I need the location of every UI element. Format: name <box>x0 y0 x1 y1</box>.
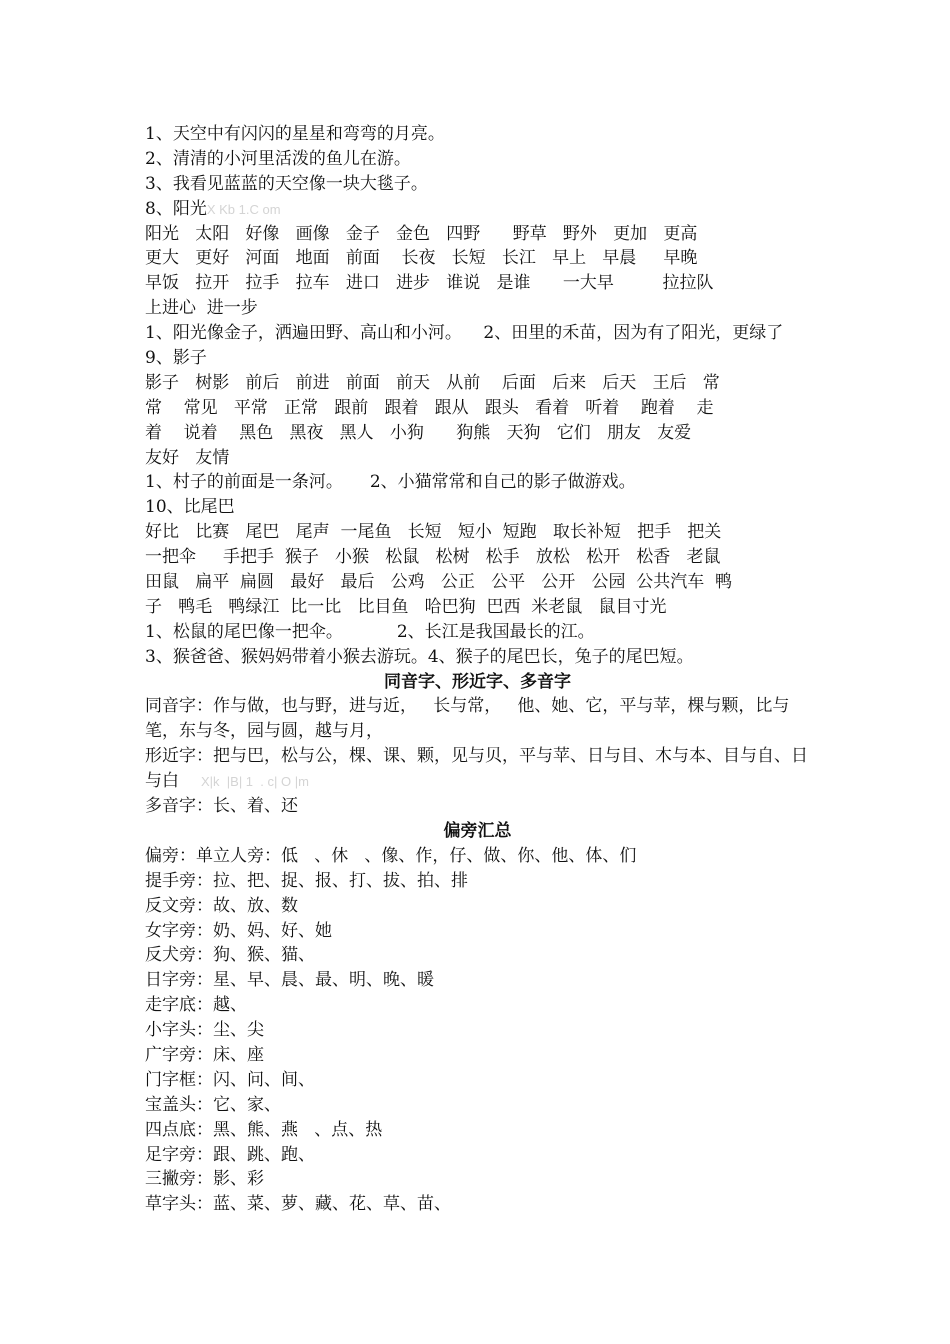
text-line: 田鼠 扁平 扁圆 最好 最后 公鸡 公正 公平 公开 公园 公共汽车 鸭 <box>145 572 733 593</box>
text-line: 足字旁：跟、跳、跑、 <box>145 1144 315 1165</box>
text-line: 走字底：越、 <box>145 995 247 1016</box>
text-line <box>145 769 810 794</box>
text-line: 四点底：黑、熊、燕 、点、热 <box>145 1119 383 1140</box>
text-line: 门字框：闪、问、间、 <box>145 1069 315 1090</box>
text-line: 3、我看见蓝蓝的天空像一块大毯子。 <box>145 173 428 194</box>
text-line: 反犬旁：狗、猴、猫、 <box>145 945 315 966</box>
text-line: 宝盖头：它、家、 <box>145 1094 281 1115</box>
text-line: 1、天空中有闪闪的星星和弯弯的月亮。 <box>145 124 445 144</box>
text-line: 草字头：蓝、菜、萝、藏、花、草、苗、 <box>145 1194 451 1215</box>
text-line: 一把伞 手把手 猴子 小猴 松鼠 松树 松手 放松 松开 松香 老鼠 <box>145 547 721 568</box>
text-line: 女字旁：奶、妈、好、她 <box>145 920 332 941</box>
text-line: 1、阳光像金子，洒遍田野、高山和小河。 2、田里的禾苗，因为有了阳光，更绿了 <box>145 323 784 344</box>
document-page <box>145 122 810 1217</box>
text-line: 着 说着 黑色 黑夜 黑人 小狗 狗熊 天狗 它们 朋友 友爱 <box>145 422 692 443</box>
section-heading <box>145 197 810 222</box>
text-line: 友好 友情 <box>145 447 230 468</box>
watermark: X Kb 1.C om <box>206 201 281 217</box>
text-line: 多音字：长、着、还 <box>145 796 298 817</box>
heading-text: 8、阳光 <box>145 198 207 219</box>
text-line: 偏旁：单立人旁：低 、休 、像、作，仔、做、你、他、体、们 <box>145 845 637 866</box>
title-homophones: 同音字、形近字、多音字 <box>384 671 571 692</box>
text-line: 3、猴爸爸、猴妈妈带着小猴去游玩。4、猴子的尾巴长，兔子的尾巴短。 <box>145 646 694 667</box>
text-line: 形近字：把与巴，松与公，棵、课、颗，见与贝，平与苹、日与目、木与本、目与自、日 <box>145 746 808 767</box>
text-line: 笔，东与冬，园与圆，越与月， <box>145 721 383 742</box>
text-line: 早饭 拉开 拉手 拉车 进口 进步 谁说 是谁 一大早 拉拉队 <box>145 273 714 294</box>
text-line: 提手旁：拉、把、捉、报、打、拔、拍、排 <box>145 870 468 891</box>
text-line: 上进心 进一步 <box>145 298 258 319</box>
line-text: 与白 <box>145 771 179 792</box>
text-line: 1、村子的前面是一条河。 2、小猫常常和自己的影子做游戏。 <box>145 472 636 493</box>
text-line: 1、松鼠的尾巴像一把伞。 2、长江是我国最长的江。 <box>145 621 595 642</box>
watermark: X|k |B| 1 . c| O |m <box>201 774 309 790</box>
text-line: 小字头：尘、尖 <box>145 1020 264 1041</box>
text-line: 同音字：作与做，也与野，进与近， 长与常， 他、她、它，平与苹，棵与颗，比与 <box>145 696 790 717</box>
text-line: 广字旁：床、座 <box>145 1044 264 1065</box>
text-line: 2、清清的小河里活泼的鱼儿在游。 <box>145 148 411 169</box>
title-radicals: 偏旁汇总 <box>443 820 512 841</box>
text-line: 阳光 太阳 好像 画像 金子 金色 四野 野草 野外 更加 更高 <box>145 223 698 244</box>
text-line: 好比 比赛 尾巴 尾声 一尾鱼 长短 短小 短跑 取长补短 把手 把关 <box>145 522 722 543</box>
text-line: 反文旁：故、放、数 <box>145 895 298 916</box>
text-line: 三撇旁：影、彩 <box>145 1169 264 1190</box>
text-line: 影子 树影 前后 前进 前面 前天 从前 后面 后来 后天 王后 常 <box>145 372 720 393</box>
text-line: 更大 更好 河面 地面 前面 长夜 长短 长江 早上 早晨 早晚 <box>145 248 698 269</box>
text-line: 常 常见 平常 正常 跟前 跟着 跟从 跟头 看着 听着 跑着 走 <box>145 397 714 418</box>
text-line: 日字旁：星、早、晨、最、明、晚、暖 <box>145 970 434 991</box>
section-heading: 10、比尾巴 <box>145 497 235 518</box>
text-line: 子 鸭毛 鸭绿江 比一比 比目鱼 哈巴狗 巴西 米老鼠 鼠目寸光 <box>145 596 667 617</box>
section-heading: 9、影子 <box>145 348 207 369</box>
